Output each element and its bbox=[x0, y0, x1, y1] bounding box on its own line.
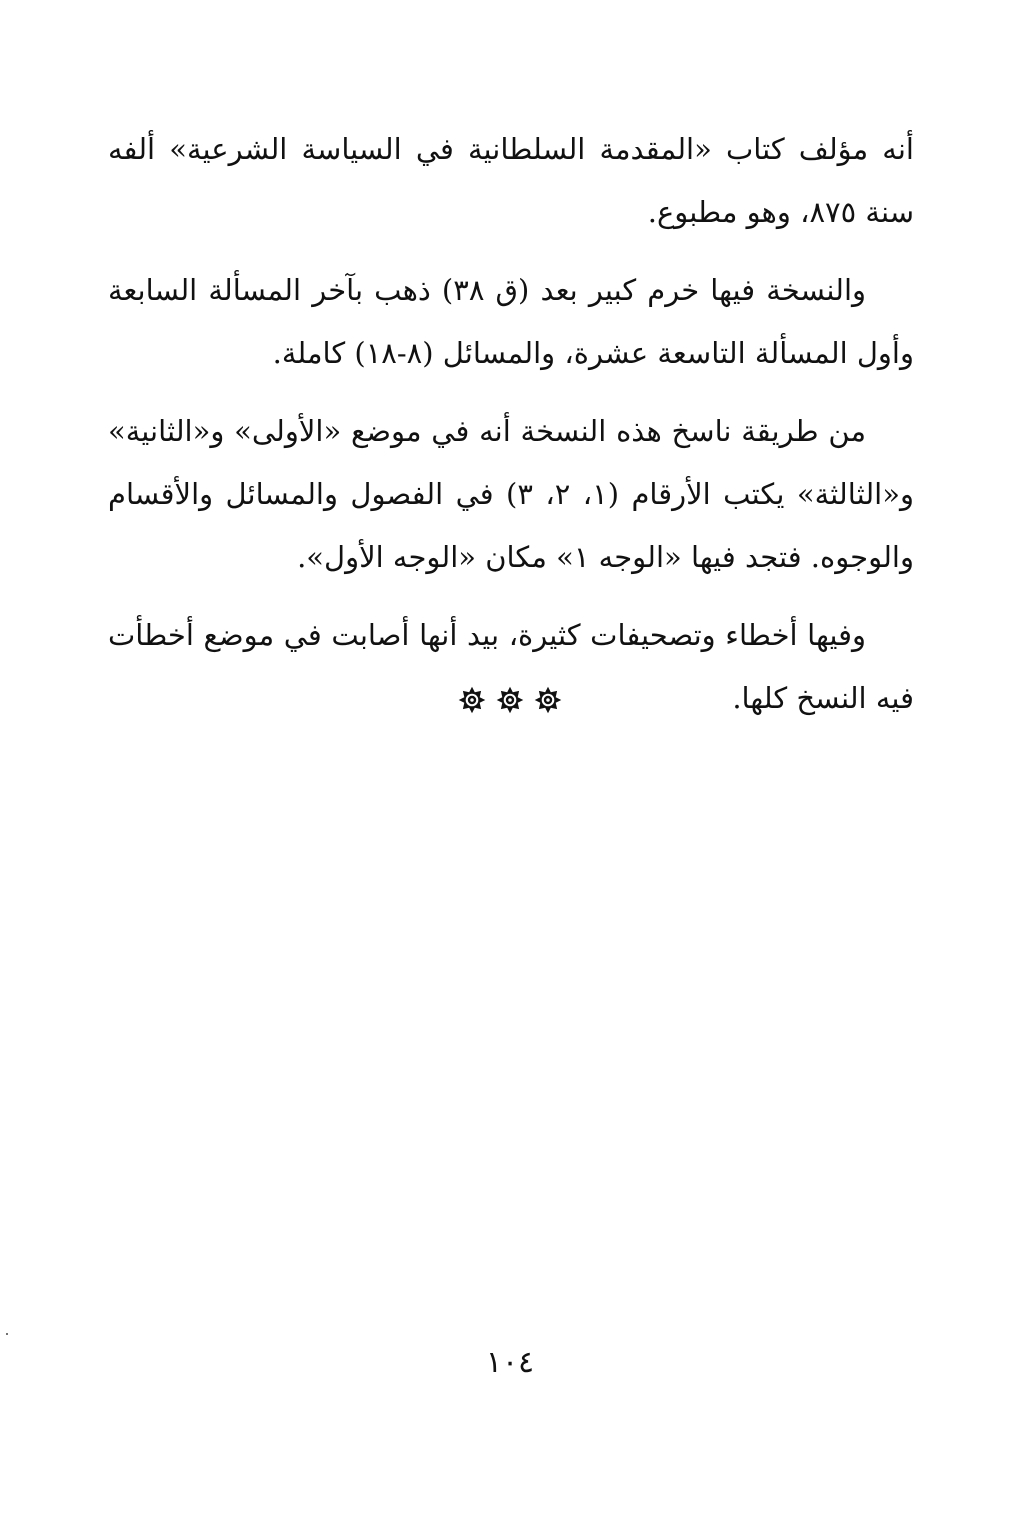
paragraph-1: أنه مؤلف كتاب «المقدمة السلطانية في السياسة الشرعية» ألفه سنة ٨٧٥، وهو مطبوع. bbox=[108, 132, 914, 229]
body-text bbox=[108, 118, 914, 745]
section-divider-ornaments bbox=[440, 676, 580, 724]
floral-rosette-icon bbox=[458, 686, 486, 714]
paragraph-4: وفيها أخطاء وتصحيفات كثيرة، بيد أنها أصابت في موضع أخطأت فيه النسخ كلها. bbox=[108, 618, 914, 715]
paragraph-2: والنسخة فيها خرم كبير بعد (ق ٣٨) ذهب بآخر المسألة السابعة وأول المسألة التاسعة عشرة، والمسائل (٨-١٨) كاملة. bbox=[108, 273, 914, 370]
page-number: ١٠٤ bbox=[485, 1345, 535, 1380]
paragraph-3: من طريقة ناسخ هذه النسخة أنه في موضع «الأولى» و«الثانية» و«الثالثة» يكتب الأرقام (١، ٢، ٣) في الفصول والمسائل والأقسام والوجوه. فتجد فيها «الوجه ١» مكان «الوجه الأول». bbox=[108, 414, 914, 574]
floral-rosette-icon bbox=[496, 686, 524, 714]
floral-rosette-icon bbox=[534, 686, 562, 714]
scan-speck bbox=[6, 1333, 8, 1335]
